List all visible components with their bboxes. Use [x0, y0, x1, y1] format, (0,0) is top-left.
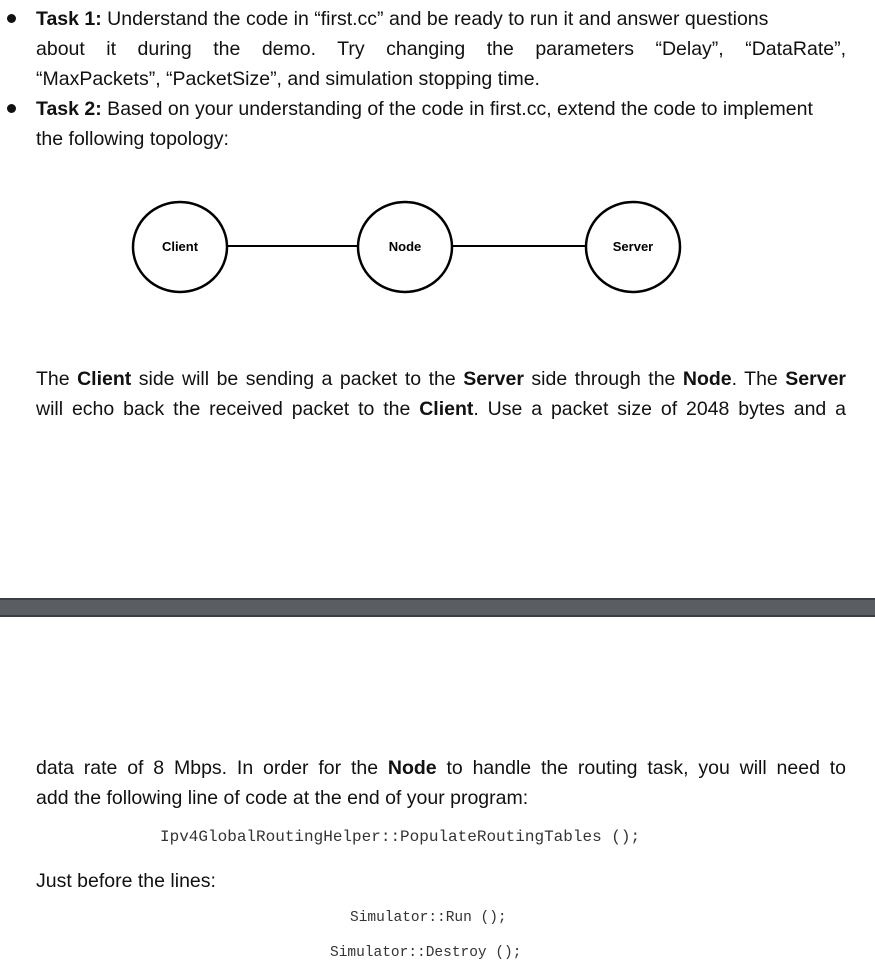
task2-line-1: Task 2: Based on your understanding of the code in first.cc, extend the code to implement: [36, 98, 813, 120]
bullet-task1: [7, 14, 16, 23]
task2-label: Task 2:: [36, 98, 102, 120]
code-populate-routing: Ipv4GlobalRoutingHelper::PopulateRoutingTables ();: [160, 828, 641, 846]
continuation-line-1: data rate of 8 Mbps. In order for the Node to handle the routing task, you will need to: [36, 757, 847, 779]
just-before-text: Just before the lines:: [36, 870, 216, 892]
node-router-label: Node: [388, 239, 422, 254]
description-line-2: will echo back the received packet to the Client. Use a packet size of 2048 bytes and a: [36, 398, 846, 420]
node-server-label: Server: [612, 239, 654, 254]
task1-paragraph: [36, 4, 846, 94]
code-simulator-destroy: Simulator::Destroy ();: [330, 945, 522, 961]
description-paragraph: [36, 364, 846, 424]
task2-paragraph: [36, 94, 846, 154]
code-simulator-run: Simulator::Run ();: [350, 910, 507, 926]
task1-line-1: Task 1: Understand the code in “first.cc” and be ready to run it and answer questions: [36, 8, 769, 30]
node-server: [586, 202, 680, 292]
task1-line-3: “MaxPackets”, “PacketSize”, and simulation stopping time.: [36, 68, 540, 90]
topology-diagram: [0, 190, 875, 310]
node-router: [358, 202, 452, 292]
task1-label: Task 1:: [36, 8, 102, 30]
node-client: [133, 202, 227, 292]
task2-line-2: the following topology:: [36, 128, 229, 150]
page-divider: [0, 598, 875, 617]
bullet-task2: [7, 104, 16, 113]
continuation-line-2: add the following line of code at the end of your program:: [36, 787, 529, 809]
description-line-1: The Client side will be sending a packet to the Server side through the Node. The Server: [36, 368, 846, 390]
node-client-label: Client: [161, 239, 199, 254]
continuation-paragraph: [36, 753, 846, 813]
task1-line-2: about it during the demo. Try changing the parameters “Delay”, “DataRate”,: [36, 38, 846, 60]
